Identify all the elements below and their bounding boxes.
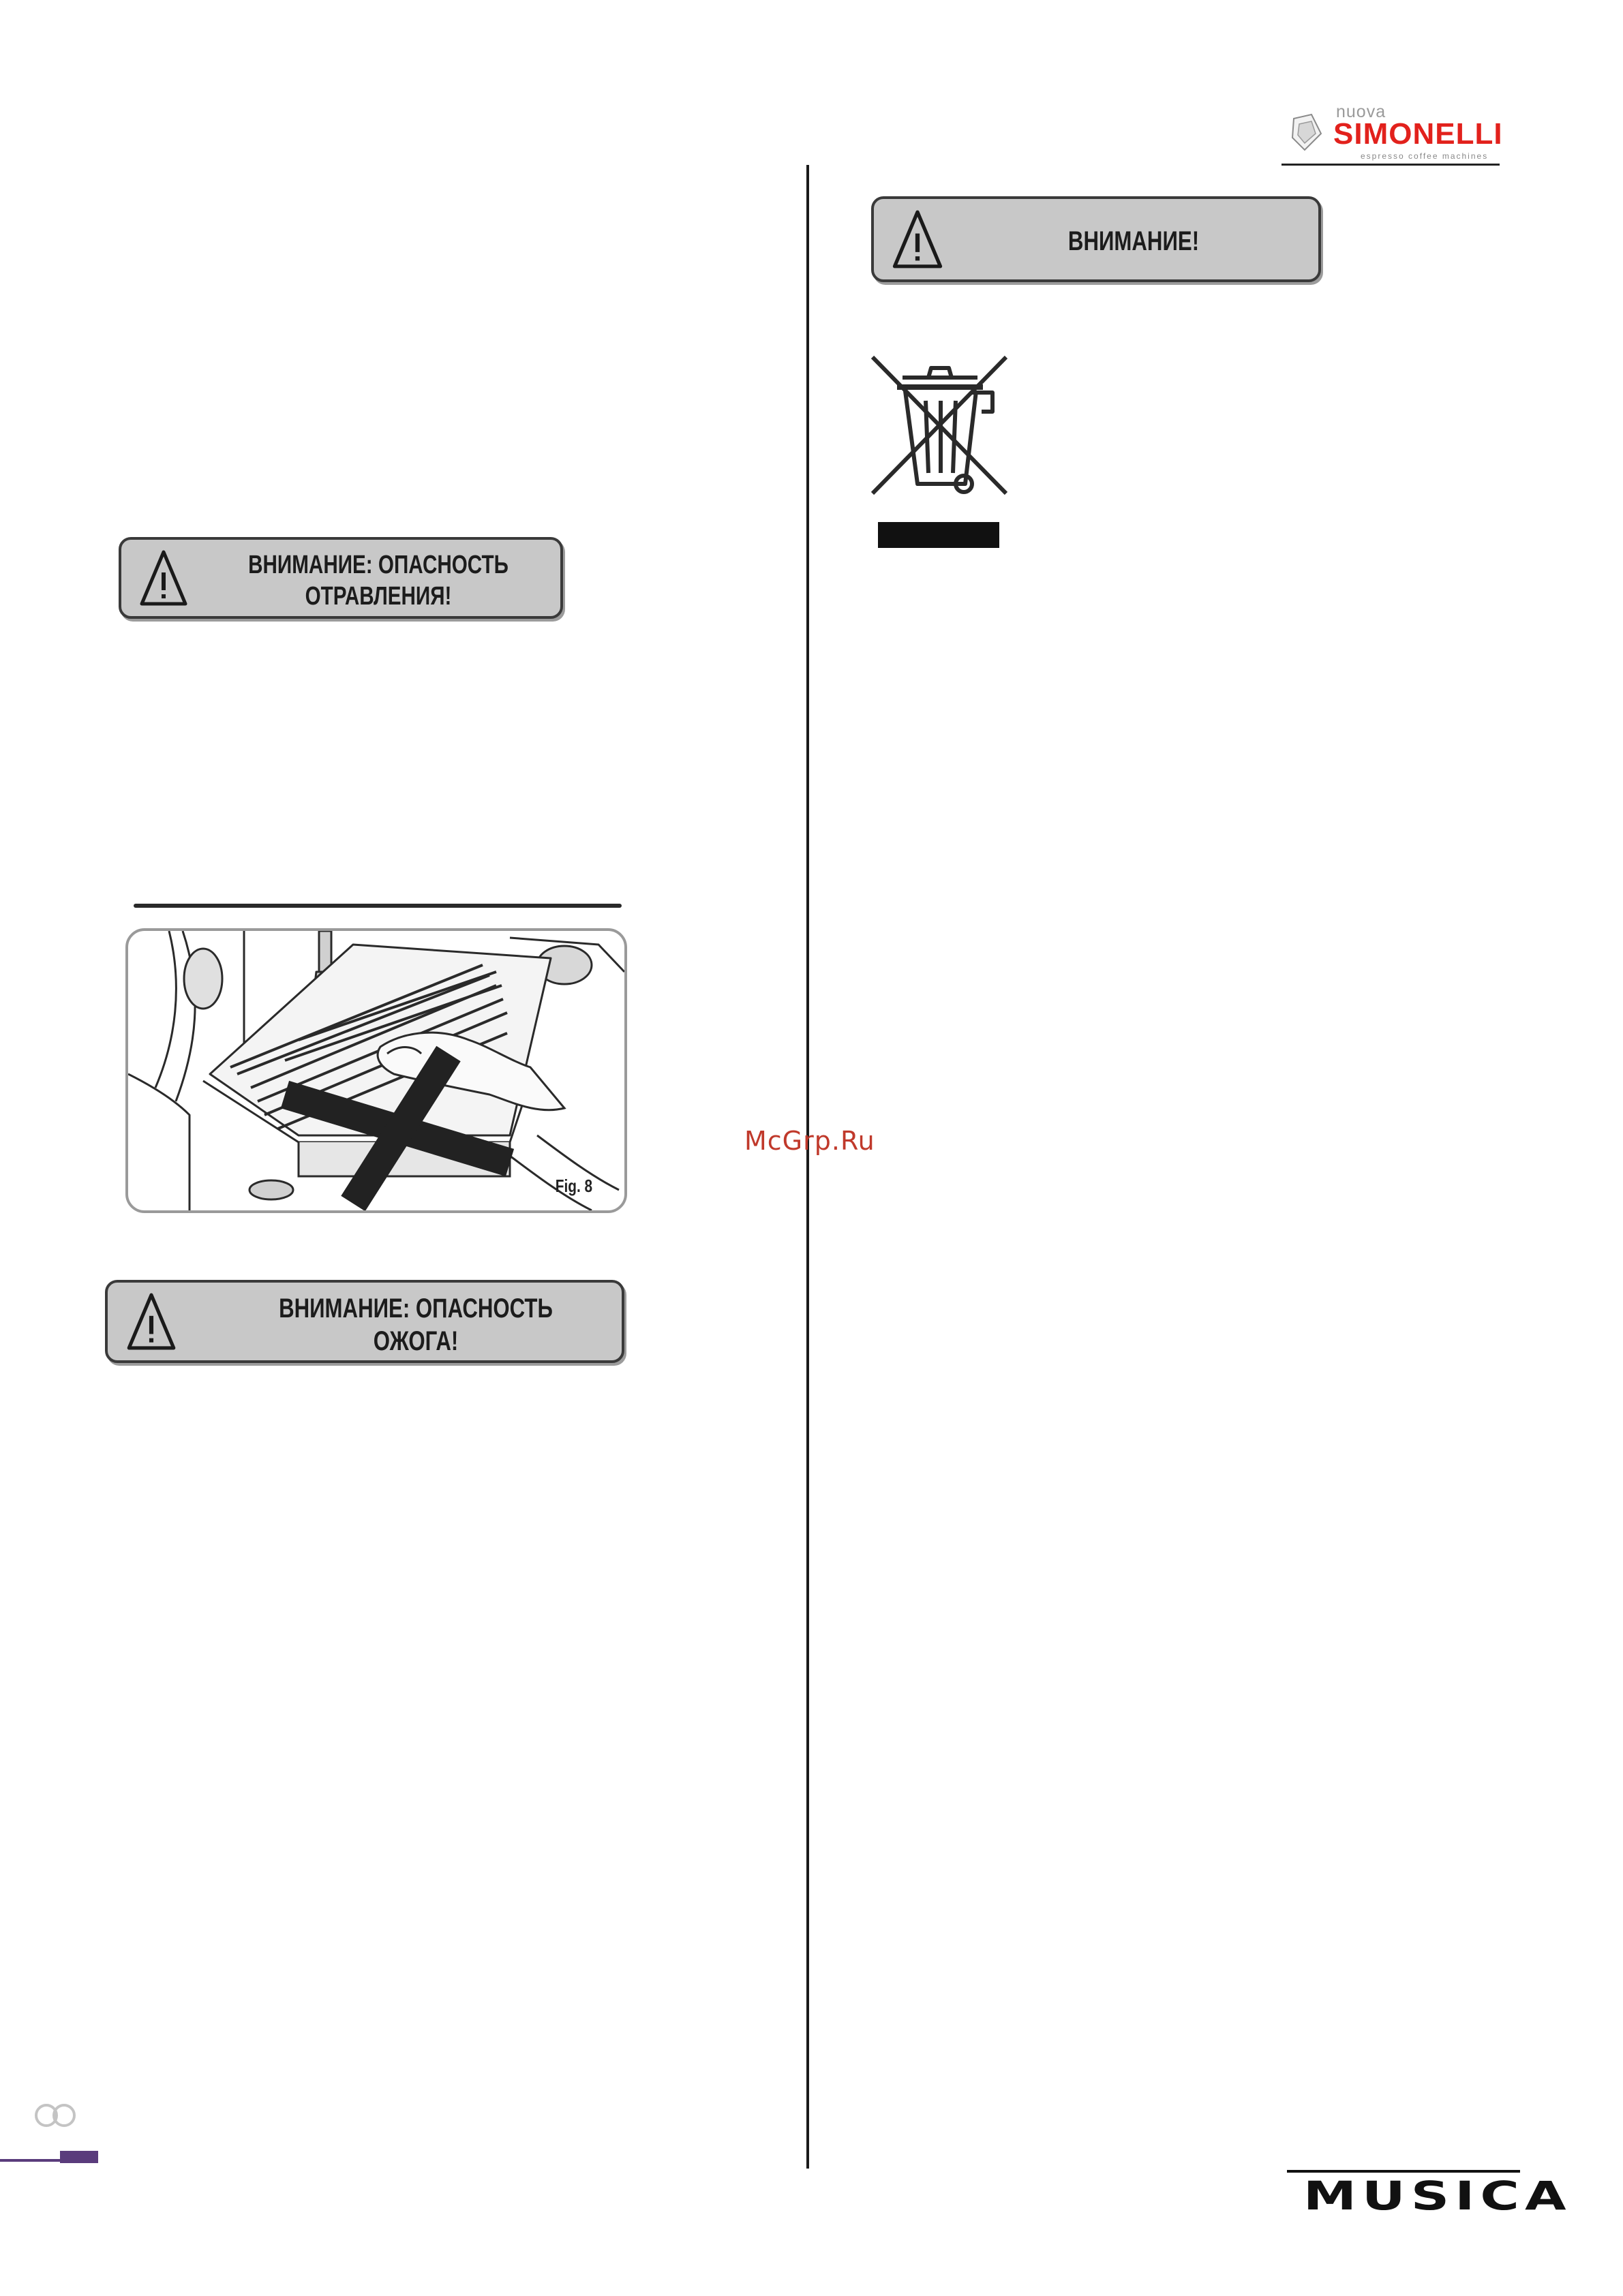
warning-text: ВНИМАНИЕ: ОПАСНОСТЬ ОТРАВЛЕНИЯ!: [248, 551, 509, 611]
header-rule: [1281, 164, 1500, 166]
figure-drip-tray: [125, 928, 627, 1213]
figure-top-rule: [134, 904, 622, 908]
product-name: MUSICA: [1303, 2173, 1572, 2219]
weee-crossed-bin-icon: [863, 350, 1017, 552]
warning-text: ВНИМАНИЕ!: [1067, 226, 1200, 256]
footer-rule-left: [0, 2159, 60, 2162]
warning-triangle-icon: [892, 209, 943, 269]
warning-triangle-icon: [139, 549, 188, 607]
figure-label: Fig. 8: [555, 1176, 593, 1196]
warning-label-poisoning: [119, 537, 563, 619]
warning-triangle-icon: [125, 1292, 177, 1351]
logo-mark-icon: [1291, 113, 1324, 151]
warning-label-attention: [871, 196, 1321, 282]
logo-tagline: espresso coffee machines: [1361, 151, 1489, 161]
logo-nuova: nuova: [1336, 102, 1386, 121]
watermark: McGrp.Ru: [744, 1126, 875, 1156]
logo-brand: SIMONELLI: [1333, 117, 1503, 151]
infinity-page-icon: [33, 2100, 78, 2130]
drip-tray-illustration: [128, 931, 624, 1210]
footer-accent-block: [60, 2151, 98, 2163]
column-divider: [806, 165, 809, 2169]
simonelli-logo: [1287, 102, 1503, 165]
warning-label-burn: [105, 1280, 624, 1363]
warning-text: ВНИМАНИЕ: ОПАСНОСТЬ ОЖОГА!: [279, 1294, 553, 1356]
